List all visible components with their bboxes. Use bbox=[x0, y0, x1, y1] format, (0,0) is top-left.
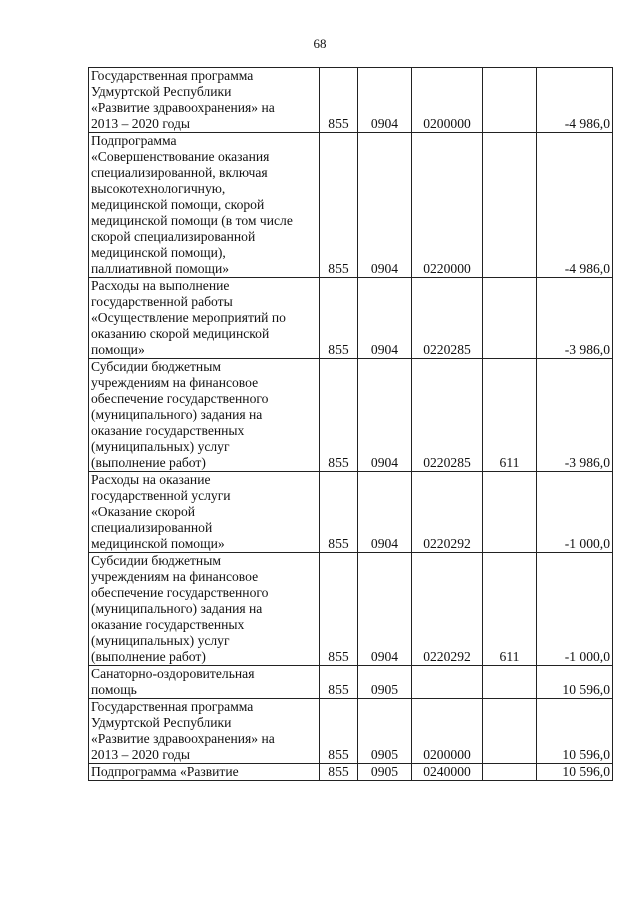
grbs-code-cell: 855 bbox=[320, 278, 358, 359]
item-name-line: Подпрограмма bbox=[91, 133, 177, 148]
item-name-cell bbox=[89, 472, 320, 553]
amount-cell: -3 986,0 bbox=[537, 359, 613, 472]
item-name-line: специализированной, включая bbox=[91, 165, 268, 180]
item-name-line: (выполнение работ) bbox=[91, 455, 206, 470]
item-name-line: 2013 – 2020 годы bbox=[91, 116, 191, 131]
item-name-line: специализированной bbox=[91, 520, 213, 535]
item-name-line: медицинской помощи (в том числе bbox=[91, 213, 293, 228]
item-name-cell bbox=[89, 666, 320, 699]
item-name-cell bbox=[89, 278, 320, 359]
item-name-cell bbox=[89, 133, 320, 278]
target-article-cell: 0200000 bbox=[412, 699, 483, 764]
target-article-cell: 0240000 bbox=[412, 764, 483, 781]
item-name-line: государственной работы bbox=[91, 294, 233, 309]
item-name-line: «Развитие здравоохранения» на bbox=[91, 100, 275, 115]
section-code-cell: 0904 bbox=[358, 68, 412, 133]
item-name-line: «Осуществление мероприятий по bbox=[91, 310, 286, 325]
item-name-line: (муниципального) задания на bbox=[91, 601, 263, 616]
section-code-cell: 0905 bbox=[358, 699, 412, 764]
expense-type-cell bbox=[483, 278, 537, 359]
item-name-line: высокотехнологичную, bbox=[91, 181, 226, 196]
expense-type-cell bbox=[483, 666, 537, 699]
table-row bbox=[89, 278, 613, 359]
amount-cell: -4 986,0 bbox=[537, 68, 613, 133]
item-name-line: скорой специализированной bbox=[91, 229, 256, 244]
item-name-line: государственной услуги bbox=[91, 488, 231, 503]
expense-type-cell: 611 bbox=[483, 359, 537, 472]
table-row bbox=[89, 133, 613, 278]
item-name-line: помощи» bbox=[91, 342, 145, 357]
amount-cell: 10 596,0 bbox=[537, 699, 613, 764]
item-name-line: Расходы на оказание bbox=[91, 472, 211, 487]
table-row bbox=[89, 68, 613, 133]
table-row bbox=[89, 764, 613, 781]
item-name-line: «Развитие здравоохранения» на bbox=[91, 731, 275, 746]
item-name-cell bbox=[89, 699, 320, 764]
expense-type-cell bbox=[483, 68, 537, 133]
section-code-cell: 0904 bbox=[358, 278, 412, 359]
item-name-line: 2013 – 2020 годы bbox=[91, 747, 191, 762]
target-article-cell: 0220292 bbox=[412, 553, 483, 666]
table-row bbox=[89, 666, 613, 699]
expense-type-cell: 611 bbox=[483, 553, 537, 666]
page-number: 68 bbox=[313, 36, 327, 51]
expense-type-cell bbox=[483, 764, 537, 781]
item-name-cell bbox=[89, 359, 320, 472]
item-name-line: Удмуртской Республики bbox=[91, 715, 232, 730]
item-name-line: Государственная программа bbox=[91, 68, 254, 83]
item-name-line: «Оказание скорой bbox=[91, 504, 196, 519]
table-row bbox=[89, 699, 613, 764]
target-article-cell: 0220000 bbox=[412, 133, 483, 278]
item-name-line: оказанию скорой медицинской bbox=[91, 326, 270, 341]
item-name-line: (муниципальных) услуг bbox=[91, 439, 230, 454]
section-code-cell: 0904 bbox=[358, 359, 412, 472]
section-code-cell: 0904 bbox=[358, 133, 412, 278]
target-article-cell: 0220285 bbox=[412, 359, 483, 472]
section-code-cell: 0904 bbox=[358, 472, 412, 553]
item-name-line: оказание государственных bbox=[91, 617, 245, 632]
item-name-line: учреждениям на финансовое bbox=[91, 569, 259, 584]
section-code-cell: 0904 bbox=[358, 553, 412, 666]
section-code-cell: 0905 bbox=[358, 764, 412, 781]
grbs-code-cell: 855 bbox=[320, 699, 358, 764]
grbs-code-cell: 855 bbox=[320, 472, 358, 553]
item-name-cell bbox=[89, 68, 320, 133]
amount-cell: 10 596,0 bbox=[537, 764, 613, 781]
expense-type-cell bbox=[483, 472, 537, 553]
item-name-line: (выполнение работ) bbox=[91, 649, 206, 664]
grbs-code-cell: 855 bbox=[320, 666, 358, 699]
item-name-cell bbox=[89, 553, 320, 666]
item-name-line: медицинской помощи), bbox=[91, 245, 226, 260]
target-article-cell: 0200000 bbox=[412, 68, 483, 133]
section-code-cell: 0905 bbox=[358, 666, 412, 699]
item-name-line: Подпрограмма «Развитие bbox=[91, 764, 239, 779]
item-name-line: Санаторно-оздоровительная bbox=[91, 666, 255, 681]
expense-type-cell bbox=[483, 133, 537, 278]
item-name-line: учреждениям на финансовое bbox=[91, 375, 259, 390]
table-row bbox=[89, 553, 613, 666]
item-name-line: Государственная программа bbox=[91, 699, 254, 714]
amount-cell: 10 596,0 bbox=[537, 666, 613, 699]
item-name-line: (муниципальных) услуг bbox=[91, 633, 230, 648]
table-row bbox=[89, 472, 613, 553]
item-name-line: (муниципального) задания на bbox=[91, 407, 263, 422]
item-name-line: Субсидии бюджетным bbox=[91, 553, 221, 568]
amount-cell: -1 000,0 bbox=[537, 553, 613, 666]
expense-type-cell bbox=[483, 699, 537, 764]
target-article-cell: 0220285 bbox=[412, 278, 483, 359]
item-name-line: оказание государственных bbox=[91, 423, 245, 438]
amount-cell: -1 000,0 bbox=[537, 472, 613, 553]
budget-table-body bbox=[89, 68, 613, 781]
budget-table bbox=[88, 67, 613, 781]
item-name-cell bbox=[89, 764, 320, 781]
item-name-line: Субсидии бюджетным bbox=[91, 359, 221, 374]
grbs-code-cell: 855 bbox=[320, 764, 358, 781]
item-name-line: медицинской помощи, скорой bbox=[91, 197, 265, 212]
item-name-line: помощь bbox=[91, 682, 137, 697]
amount-cell: -4 986,0 bbox=[537, 133, 613, 278]
grbs-code-cell: 855 bbox=[320, 359, 358, 472]
target-article-cell bbox=[412, 666, 483, 699]
item-name-line: «Совершенствование оказания bbox=[91, 149, 270, 164]
item-name-line: Удмуртской Республики bbox=[91, 84, 232, 99]
grbs-code-cell: 855 bbox=[320, 133, 358, 278]
item-name-line: паллиативной помощи» bbox=[91, 261, 230, 276]
target-article-cell: 0220292 bbox=[412, 472, 483, 553]
table-row bbox=[89, 359, 613, 472]
item-name-line: Расходы на выполнение bbox=[91, 278, 230, 293]
grbs-code-cell: 855 bbox=[320, 553, 358, 666]
amount-cell: -3 986,0 bbox=[537, 278, 613, 359]
item-name-line: обеспечение государственного bbox=[91, 391, 269, 406]
grbs-code-cell: 855 bbox=[320, 68, 358, 133]
item-name-line: обеспечение государственного bbox=[91, 585, 269, 600]
item-name-line: медицинской помощи» bbox=[91, 536, 225, 551]
